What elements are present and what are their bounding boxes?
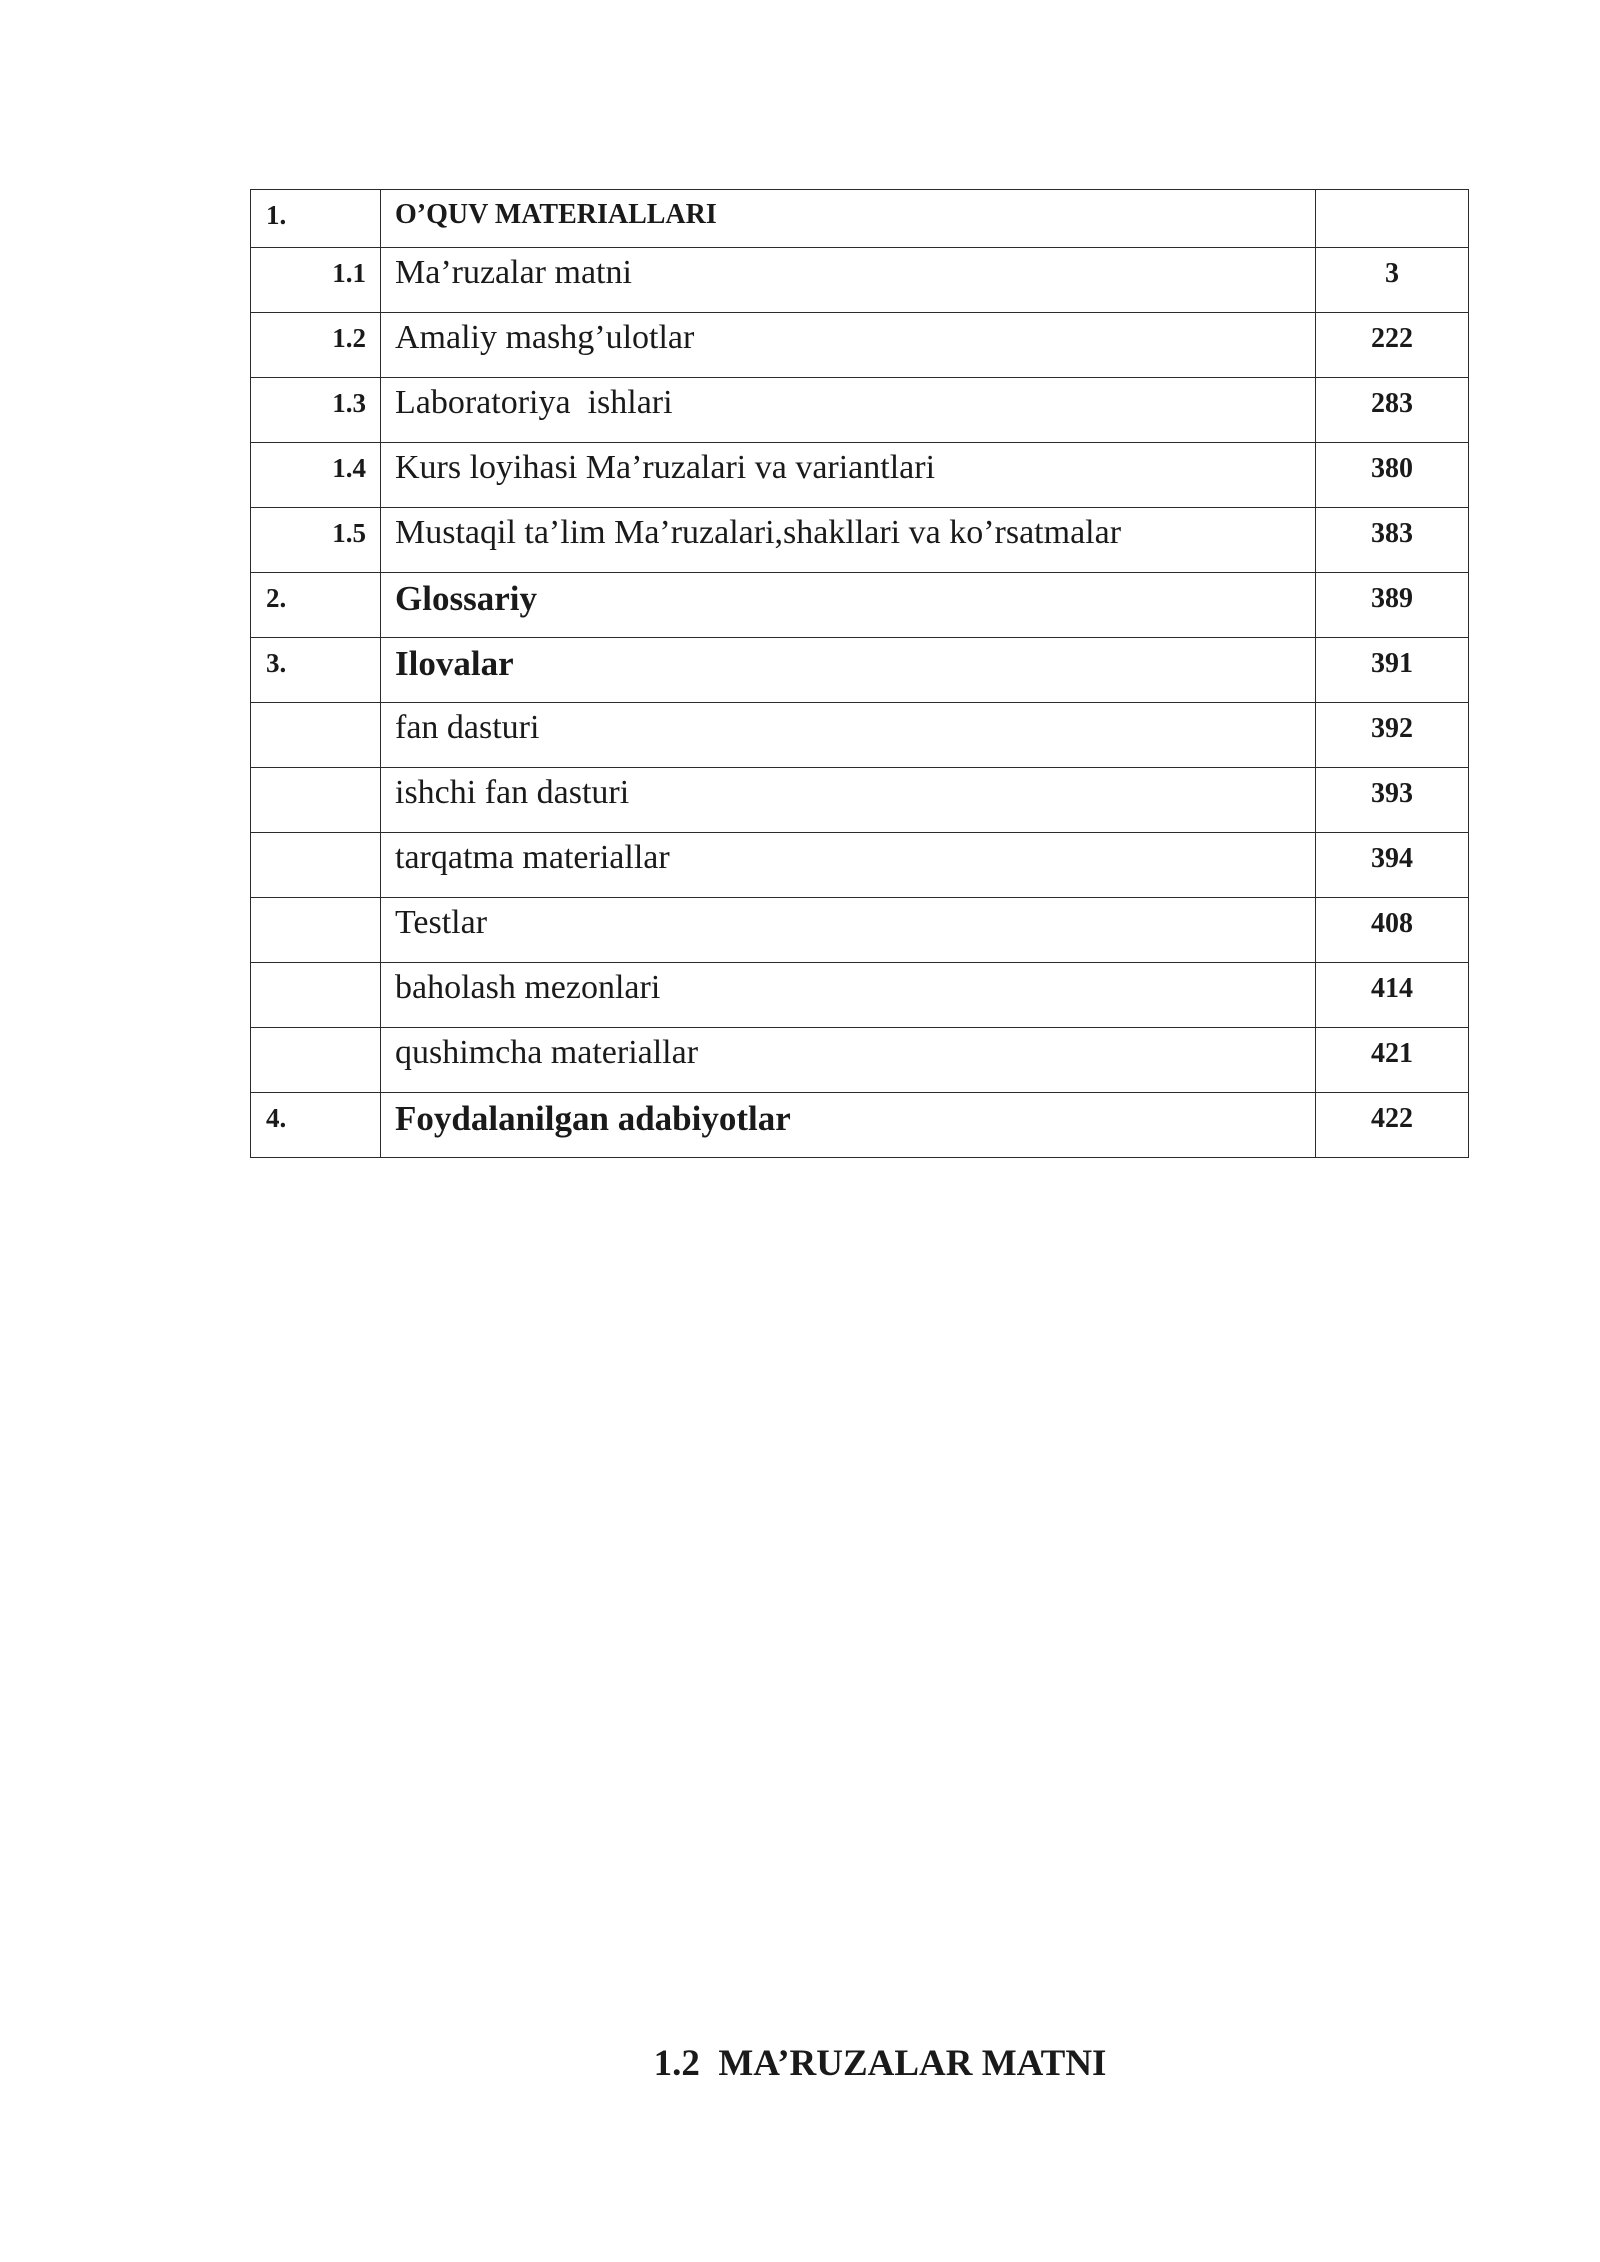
toc-row-title: qushimcha materiallar [395,1034,699,1071]
toc-row-page: 383 [1371,518,1413,549]
toc-row-number [251,833,380,843]
toc-row-page: 414 [1371,973,1413,1004]
toc-row-number: 3. [266,648,287,678]
toc-row-number [251,898,380,908]
toc-row-page: 392 [1371,713,1413,744]
toc-row [251,638,1469,703]
toc-row-page: 283 [1371,388,1413,419]
toc-row [251,1093,1469,1158]
toc-row-number: 1.1 [332,258,366,288]
toc-row-number [251,1028,380,1038]
toc-row [251,378,1469,443]
toc-row [251,963,1469,1028]
toc-row-page: 222 [1371,323,1413,354]
toc-row-page: 394 [1371,843,1413,874]
toc-row-title: O’QUV MATERIALLARI [395,199,717,230]
toc-row-title: Laboratoriya ishlari [395,384,673,421]
toc-row-number [251,768,380,778]
toc-row-number [251,963,380,973]
toc-row [251,768,1469,833]
toc-row-title: baholash mezonlari [395,969,661,1006]
toc-row-page: 393 [1371,778,1413,809]
toc-row-number: 1. [266,200,287,230]
toc-row-page: 3 [1385,258,1399,289]
toc-row-number: 1.2 [332,323,366,353]
toc-row-number: 1.5 [332,518,366,548]
toc-row-title: Amaliy mashg’ulotlar [395,319,695,356]
toc-row-number [251,703,380,713]
table-of-contents [250,189,1469,1158]
toc-row-title: Mustaqil ta’lim Ma’ruzalari,shakllari va ko’rsatmalar [395,514,1122,551]
toc-row-page: 421 [1371,1038,1413,1069]
toc-row [251,833,1469,898]
toc-row-number: 4. [266,1103,287,1133]
toc-row-title: Kurs loyihasi Ma’ruzalari va variantlari [395,449,936,486]
toc-row-title: Testlar [395,904,488,941]
toc-row-number: 1.4 [332,453,366,483]
toc-row-page: 408 [1371,908,1413,939]
section-heading: 1.2 MA’RUZALAR MATNI [653,2043,1107,2084]
toc-row [251,898,1469,963]
toc-row-page: 422 [1371,1103,1413,1134]
toc-row-title: tarqatma materiallar [395,839,670,876]
toc-row-title: Ilovalar [395,644,514,683]
toc-row [251,190,1469,248]
toc-row-page: 389 [1371,583,1413,614]
toc-row-title: Glossariy [395,579,537,618]
toc-row-title: ishchi fan dasturi [395,774,630,811]
toc-row [251,248,1469,313]
toc-row-number: 1.3 [332,388,366,418]
toc-row-number: 2. [266,583,287,613]
toc-row-page: 380 [1371,453,1413,484]
toc-row [251,703,1469,768]
toc-row [251,313,1469,378]
toc-row [251,573,1469,638]
toc-row-title: fan dasturi [395,709,540,746]
toc-row-page: 391 [1371,648,1413,679]
toc-row-title: Ma’ruzalar matni [395,254,632,291]
toc-row [251,443,1469,508]
toc-row-title: Foydalanilgan adabiyotlar [395,1099,791,1138]
toc-row-page [1316,190,1468,200]
toc-row [251,508,1469,573]
toc-row [251,1028,1469,1093]
